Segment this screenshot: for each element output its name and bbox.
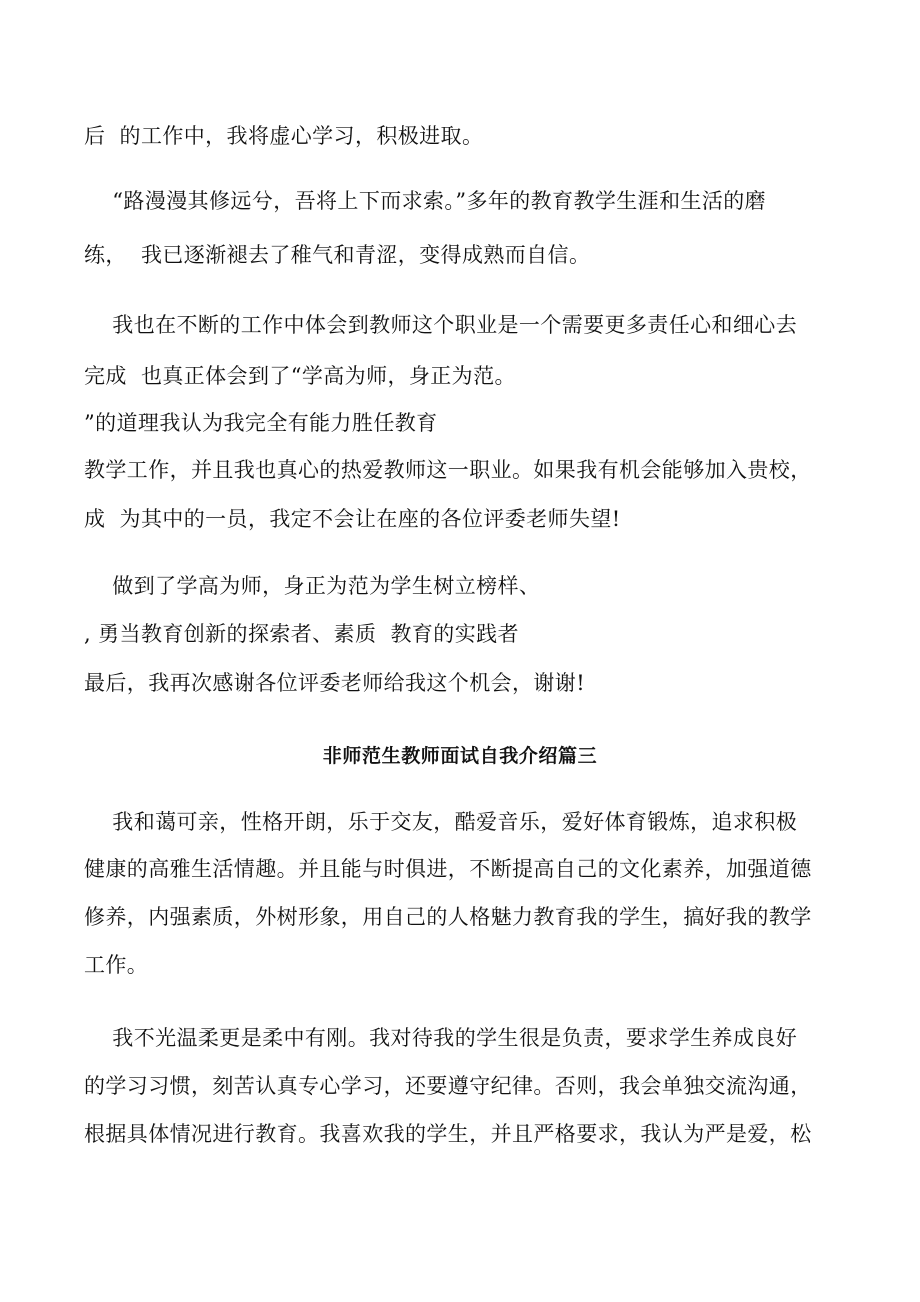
text-line: , 勇当教育创新的探索者、素质 教育的实践者 [84,622,519,646]
text-line: 成 为其中的一员，我定不会让在座的各位评委老师失望! [84,507,621,531]
text-line: 完成 也真正体会到了“学高为师，身正为范。 [84,364,516,388]
text-line: 我也在不断的工作中体会到教师这个职业是一个需要更多责任心和细心去 [84,313,798,337]
text-line: 工作。 [84,953,149,977]
text-line: 教学工作，并且我也真心的热爱教师这一职业。如果我有机会能够加入贵校， [84,458,812,482]
text-line: 后 的工作中，我将虚心学习，积极进取。 [84,124,484,148]
text-line: 我不光温柔更是柔中有刚。我对待我的学生很是负责，要求学生养成良好 [84,1026,798,1050]
text-line: ”的道理我认为我完全有能力胜任教育 [84,411,438,435]
text-line: 的学习习惯，刻苦认真专心学习，还要遵守纪律。否则，我会单独交流沟通， [84,1074,812,1098]
text-line: 修养，内强素质，外树形象，用自己的人格魅力教育我的学生，搞好我的教学 [84,905,812,929]
text-line: “路漫漫其修远兮，吾将上下而求索。”多年的教育教学生涯和生活的磨 [84,189,767,213]
text-line: 做到了学高为师，身正为范为学生树立榜样、 [84,574,541,598]
section-heading: 非师范生教师面试自我介绍篇三 [322,745,598,767]
text-line: 我和蔼可亲，性格开朗，乐于交友，酷爱音乐，爱好体育锻炼，追求积极 [84,810,798,834]
text-line: 练， 我已逐渐褪去了稚气和青涩，变得成熟而自信。 [84,243,591,267]
text-line: 根据具体情况进行教育。我喜欢我的学生，并且严格要求，我认为严是爱，松 [84,1122,812,1146]
text-line: 健康的高雅生活情趣。并且能与时俱进，不断提高自己的文化素养，加强道德 [84,857,812,881]
text-line: 最后，我再次感谢各位评委老师给我这个机会，谢谢! [84,671,586,695]
